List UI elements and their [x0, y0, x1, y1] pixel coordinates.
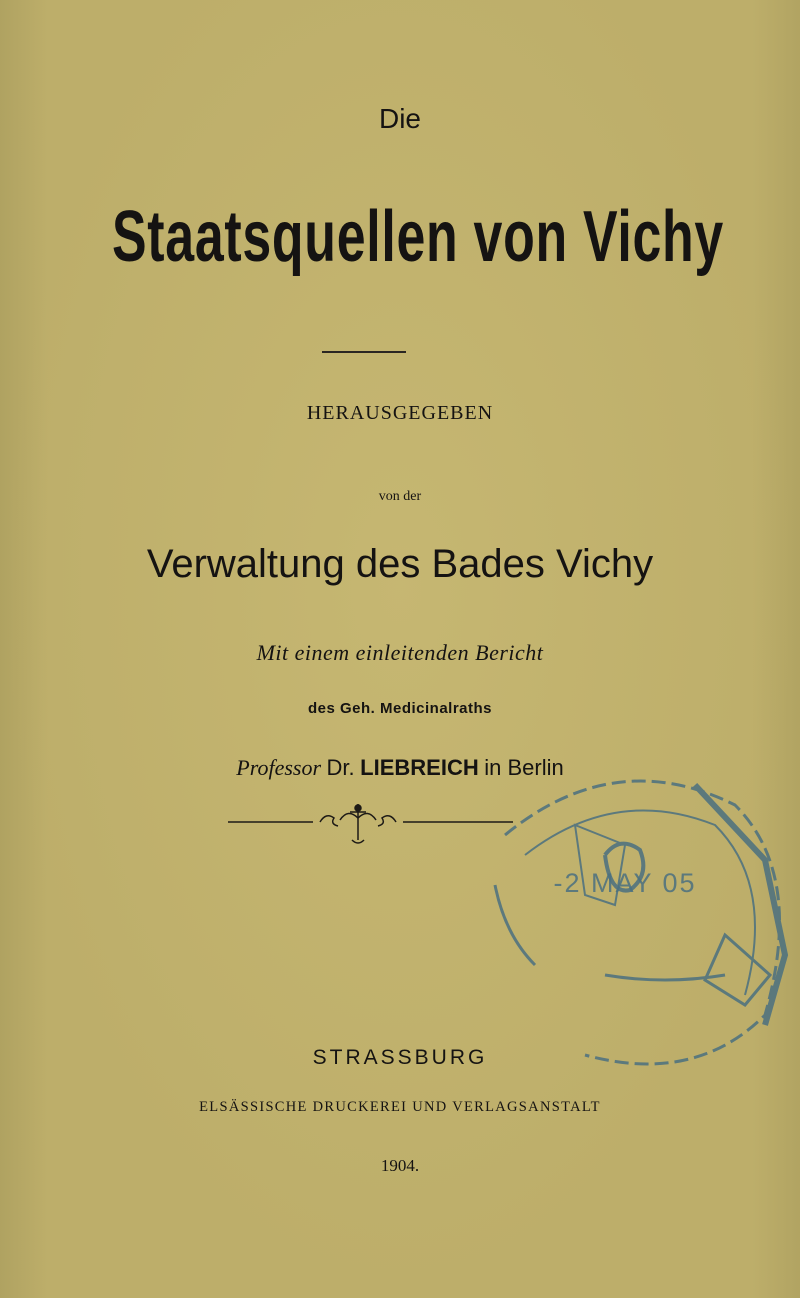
printer: ELSÄSSISCHE DRUCKEREI UND VERLAGSANSTALT	[199, 1099, 601, 1115]
author-name: LIEBREICH	[360, 755, 479, 780]
author-role: des Geh. Medicinalraths	[307, 700, 493, 717]
author-title: Professor	[236, 755, 322, 780]
title-divider	[322, 351, 406, 353]
book-title: Staatsquellen von Vichy	[112, 197, 724, 277]
stamp-date: -2 MAY 05	[553, 868, 697, 898]
year: 1904.	[380, 1156, 420, 1175]
pre-title: Die	[378, 103, 421, 134]
author-name-prefix: Dr.	[326, 755, 355, 780]
report-line: Mit einem einleitenden Bericht	[256, 640, 544, 665]
author-location: in Berlin	[484, 755, 564, 780]
publisher-body: Verwaltung des Bades Vichy	[146, 542, 654, 586]
published-by-label: HERAUSGEGEBEN	[306, 402, 494, 424]
place: STRASSBURG	[312, 1046, 488, 1069]
von-der-label: von der	[378, 489, 422, 504]
